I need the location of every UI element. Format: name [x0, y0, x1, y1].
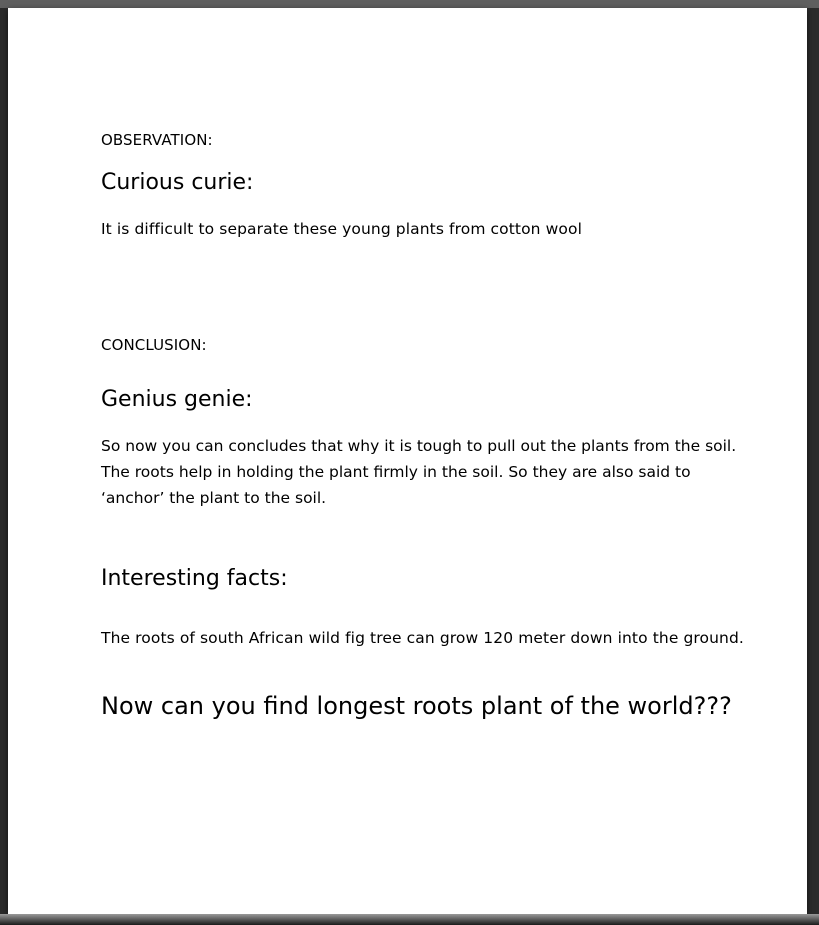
document-page: [8, 8, 807, 914]
observation-label: OBSERVATION:: [101, 131, 213, 149]
closing-question: Now can you find longest roots plant of the world???: [101, 692, 732, 720]
conclusion-paragraph: [101, 433, 741, 511]
conclusion-line-3: ‘anchor’ the plant to the soil.: [101, 489, 327, 507]
conclusion-label: CONCLUSION:: [101, 336, 207, 354]
observation-heading: Curious curie:: [101, 170, 254, 195]
conclusion-line-2: The roots help in holding the plant firmly in the soil. So they are also said to: [101, 463, 691, 481]
conclusion-heading: Genius genie:: [101, 387, 253, 412]
facts-text: The roots of south African wild fig tree can grow 120 meter down into the ground.: [101, 629, 744, 647]
conclusion-line-1: So now you can concludes that why it is tough to pull out the plants from the soil.: [101, 437, 737, 455]
facts-heading: Interesting facts:: [101, 566, 288, 591]
observation-text: It is difficult to separate these young plants from cotton wool: [101, 220, 582, 238]
viewer-bottom-edge: [0, 914, 819, 925]
viewer-top-bar: [0, 0, 819, 8]
